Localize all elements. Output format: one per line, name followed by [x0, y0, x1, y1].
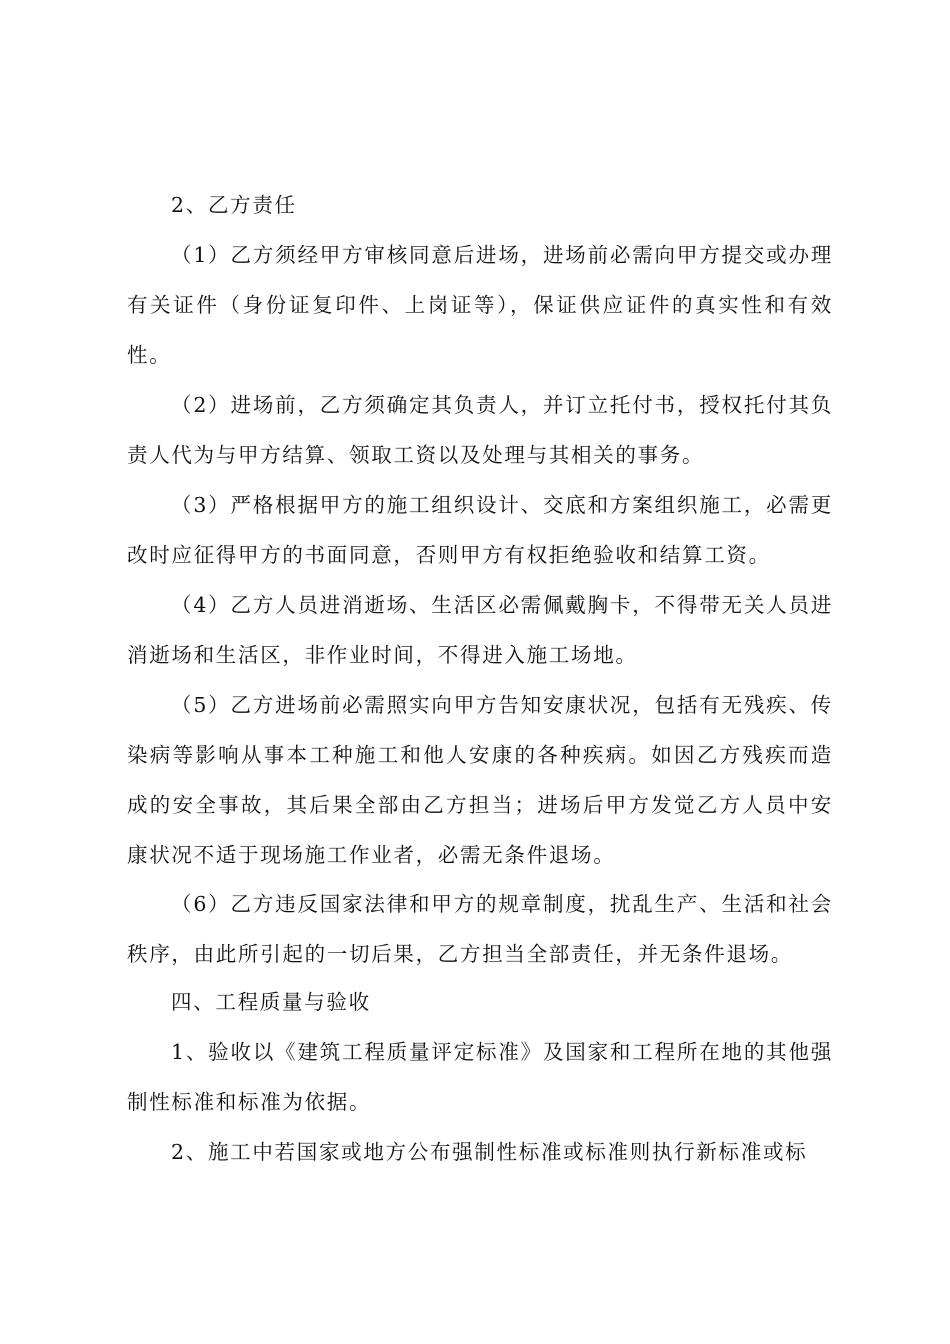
- clause-5: （5）乙方进场前必需照实向甲方告知安康状况，包括有无残疾、传染病等影响从事本工种施工和他人安康的各种疾病。如因乙方残疾而造成的安全事故，其后果全部由乙方担当；进场后甲方发觉乙方人员中安康状况不适于现场施工作业者，必需无条件退场。: [127, 693, 833, 867]
- clause-3: （3）严格根据甲方的施工组织设计、交底和方案组织施工，必需更改时应征得甲方的书面同意，否则甲方有权拒绝验收和结算工资。: [127, 493, 833, 567]
- acceptance-item-1: 1、验收以《建筑工程质量评定标准》及国家和工程所在地的其他强制性标准和标准为依据。: [127, 1040, 833, 1114]
- acceptance-item-2: 2、施工中若国家或地方公布强制性标准或标准则执行新标准或标: [171, 1140, 808, 1164]
- section-heading-quality-acceptance: 四、工程质量与验收: [171, 990, 371, 1014]
- clause-1: （1）乙方须经甲方审核同意后进场，进场前必需向甲方提交或办理有关证件（身份证复印件、上岗证等），保证供应证件的真实性和有效性。: [127, 243, 833, 367]
- section-heading-party-b-duties: 2、乙方责任: [171, 193, 297, 217]
- clause-4: （4）乙方人员进消逝场、生活区必需佩戴胸卡，不得带无关人员进消逝场和生活区，非作业时间，不得进入施工场地。: [127, 593, 833, 667]
- clause-2: （2）进场前，乙方须确定其负责人，并订立托付书，授权托付其负责人代为与甲方结算、领取工资以及处理与其相关的事务。: [127, 393, 833, 467]
- clause-6: （6）乙方违反国家法律和甲方的规章制度，扰乱生产、生活和社会秩序，由此所引起的一切后果，乙方担当全部责任，并无条件退场。: [127, 892, 833, 966]
